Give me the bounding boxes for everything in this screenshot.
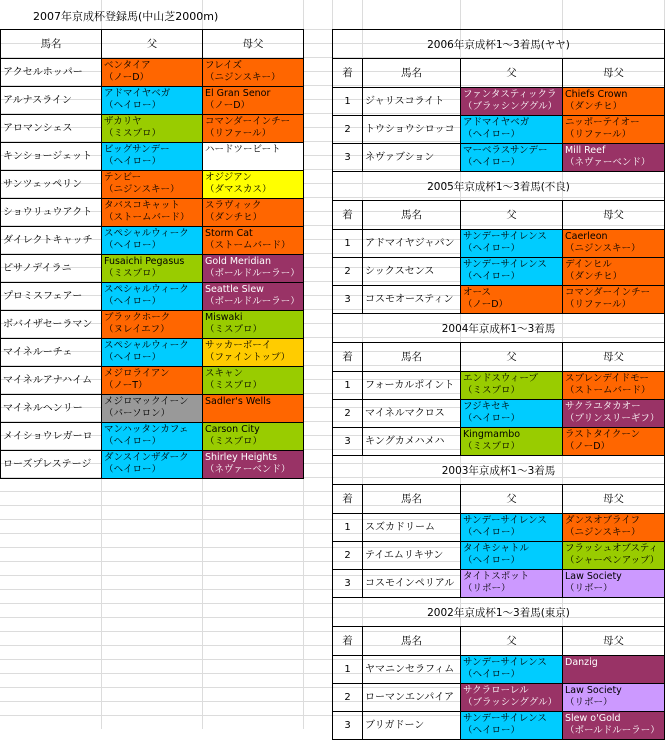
damsire-cell-line: ダンスオブライフ	[565, 515, 640, 526]
damsire-cell	[202, 226, 304, 255]
horse-name: ジャリスコライト	[362, 87, 461, 116]
sire-cell-line: （ヘイロー）	[463, 271, 521, 282]
sire-cell-line: ブラックホーク	[104, 312, 171, 323]
damsire-cell	[202, 338, 304, 367]
section-title: 2004年京成杯1～3着馬	[332, 313, 665, 343]
results-header-sire: 父	[460, 626, 563, 656]
sire-cell-line: （リボー）	[463, 583, 511, 594]
sire-cell	[460, 427, 563, 456]
damsire-cell-line: （ファイントップ）	[205, 352, 291, 363]
damsire-cell-line: コマンダーインチー	[205, 116, 291, 127]
damsire-cell	[562, 711, 665, 740]
damsire-cell-line: （ニジンスキー）	[565, 243, 641, 254]
horse-name: アクセルホッパー	[0, 58, 102, 87]
damsire-cell-line: （リボー）	[565, 697, 613, 708]
sire-cell-line: （ノーT）	[104, 380, 148, 391]
horse-name: コスモオースティン	[362, 285, 461, 314]
sire-cell-line: （ヘイロー）	[463, 669, 521, 680]
damsire-cell-line: （ボールドルーラー）	[205, 268, 300, 279]
sire-cell-line: Fusaichi Pegasus	[104, 256, 185, 267]
damsire-cell-line: （ダンチヒ）	[565, 101, 623, 112]
damsire-cell-line: （ニジンスキー）	[565, 527, 641, 538]
damsire-cell	[202, 170, 304, 199]
damsire-cell-line: （プリンスリーギフ）	[565, 413, 660, 424]
sire-cell-line: （ブラッシンググル）	[463, 101, 558, 112]
finish-rank: 1	[332, 513, 363, 542]
sire-cell-line: （ヘイロー）	[104, 352, 162, 363]
sire-cell	[101, 450, 203, 479]
sire-cell	[460, 229, 563, 258]
results-header-damsire: 母父	[562, 58, 665, 88]
damsire-cell-line: （ミスプロ）	[205, 324, 263, 335]
sire-cell-line: （ストームバード）	[104, 212, 190, 223]
sire-cell-line: タバスコキャット	[104, 200, 180, 211]
sire-cell-line: マーベラスサンデー	[463, 145, 548, 156]
finish-rank: 2	[332, 115, 363, 144]
sire-cell	[101, 86, 203, 115]
results-header-sire: 父	[460, 484, 563, 514]
damsire-cell	[202, 394, 304, 423]
section-title: 2002年京成杯1～3着馬(東京)	[332, 597, 665, 627]
results-header-rank: 着	[332, 342, 363, 372]
damsire-cell	[202, 114, 304, 143]
damsire-cell-line: （シャーペンアップ）	[565, 555, 660, 566]
damsire-cell	[202, 254, 304, 283]
damsire-cell-line: デインヒル	[565, 259, 612, 270]
results-header-sire: 父	[460, 200, 563, 230]
damsire-cell	[562, 683, 665, 712]
results-header-name: 馬名	[362, 58, 461, 88]
sire-cell	[460, 371, 563, 400]
horse-name: アドマイヤジャパン	[362, 229, 461, 258]
sire-cell-line: ビッグサンデー	[104, 144, 170, 155]
sire-cell	[460, 683, 563, 712]
damsire-cell	[202, 198, 304, 227]
horse-name: サンツェッペリン	[0, 170, 102, 199]
damsire-cell-line: Law Society	[565, 571, 622, 582]
damsire-cell	[562, 569, 665, 598]
sire-cell	[460, 569, 563, 598]
sire-cell-line: サクラローレル	[463, 685, 529, 696]
sire-cell-line: サンデーサイレンス	[463, 657, 547, 668]
damsire-cell-line: スラヴィック	[205, 200, 262, 211]
damsire-cell	[202, 366, 304, 395]
damsire-cell	[562, 87, 665, 116]
sire-cell	[460, 399, 563, 428]
sire-cell-line: （ヘイロー）	[463, 413, 521, 424]
damsire-cell-line: （ダマスカス）	[205, 184, 272, 195]
results-header-name: 馬名	[362, 484, 461, 514]
damsire-cell-line: （ストームバード）	[205, 240, 291, 251]
damsire-cell	[562, 257, 665, 286]
damsire-cell-line: （ボールドルーラー）	[565, 725, 660, 736]
sire-cell	[460, 513, 563, 542]
sire-cell-line: （ヘイロー）	[104, 100, 162, 111]
sire-cell-line: （ヘイロー）	[463, 243, 521, 254]
finish-rank: 2	[332, 683, 363, 712]
results-header-damsire: 母父	[562, 342, 665, 372]
sire-cell-line: スペシャルウィーク	[104, 284, 189, 295]
sire-cell-line: （ノーD）	[104, 72, 150, 83]
sire-cell	[460, 655, 563, 684]
sire-cell-line: （ヘイロー）	[463, 157, 521, 168]
damsire-cell	[562, 541, 665, 570]
horse-name: フォーカルポイント	[362, 371, 461, 400]
damsire-cell-line: Miswaki	[205, 312, 243, 323]
sire-cell	[101, 422, 203, 451]
damsire-cell-line: Storm Cat	[205, 228, 253, 239]
horse-name: ネヴァブション	[362, 143, 461, 172]
horse-name: アルナスライン	[0, 86, 102, 115]
sire-cell-line: Kingmambo	[463, 429, 521, 440]
damsire-cell-line: Danzig	[565, 657, 598, 668]
sire-cell-line: （ヘイロー）	[463, 527, 521, 538]
sire-cell	[101, 338, 203, 367]
horse-name: コスモインペリアル	[362, 569, 461, 598]
damsire-cell-line: Carson City	[205, 424, 260, 435]
sire-cell	[101, 170, 203, 199]
damsire-cell-line: （リファール）	[565, 129, 632, 140]
sire-cell-line: （ヘイロー）	[463, 129, 521, 140]
sire-cell-line: （ヘイロー）	[104, 156, 162, 167]
finish-rank: 3	[332, 427, 363, 456]
damsire-cell-line: （ネヴァーベンド）	[565, 157, 651, 168]
damsire-cell-line: サッカーボーイ	[205, 340, 272, 351]
sire-cell-line: （ヘイロー）	[104, 436, 162, 447]
sire-cell-line: ダンスインザダーク	[104, 452, 189, 463]
sire-cell	[101, 366, 203, 395]
results-header-damsire: 母父	[562, 484, 665, 514]
damsire-cell-line: （ボールドルーラー）	[205, 296, 300, 307]
sire-cell-line: サンデーサイレンス	[463, 713, 547, 724]
sire-cell-line: （パーソロン）	[104, 408, 171, 419]
damsire-cell	[562, 399, 665, 428]
damsire-cell-line: スプレンデイドモー	[565, 373, 649, 384]
sire-cell-line: タイトスポット	[463, 571, 530, 582]
results-header-rank: 着	[332, 58, 363, 88]
results-header-rank: 着	[332, 484, 363, 514]
damsire-cell	[562, 115, 665, 144]
section-title: 2005年京成杯1～3着馬(不良)	[332, 171, 665, 201]
results-header-sire: 父	[460, 342, 563, 372]
results-header-rank: 着	[332, 626, 363, 656]
horse-name: スズカドリーム	[362, 513, 461, 542]
sire-cell-line: スペシャルウィーク	[104, 228, 189, 239]
horse-name: ピサノデイラニ	[0, 254, 102, 283]
sire-cell-line: ファンタスティックラ	[463, 89, 557, 100]
damsire-cell-line: （ダンチヒ）	[565, 271, 623, 282]
horse-name: マイネルーチェ	[0, 338, 102, 367]
damsire-cell-line: Gold Meridian	[205, 256, 271, 267]
sire-cell-line: オース	[463, 287, 492, 298]
damsire-cell	[562, 229, 665, 258]
sire-cell-line: ベンタイア	[104, 60, 151, 71]
sire-cell-line: アドマイヤベガ	[104, 88, 171, 99]
damsire-cell-line: サクラユタカオー	[565, 401, 641, 412]
finish-rank: 1	[332, 229, 363, 258]
damsire-cell	[562, 371, 665, 400]
damsire-cell-line: Shirley Heights	[205, 452, 278, 463]
horse-name: ボバイザセーラマン	[0, 310, 102, 339]
damsire-cell	[202, 142, 304, 171]
horse-name: シックスセンス	[362, 257, 461, 286]
damsire-cell-line: （リファール）	[205, 128, 272, 139]
sire-cell-line: （ミスプロ）	[104, 128, 162, 139]
sire-cell-line: スペシャルウィーク	[104, 340, 189, 351]
horse-name: アロマンシェス	[0, 114, 102, 143]
damsire-cell-line: Slew o'Gold	[565, 713, 621, 724]
damsire-cell	[562, 427, 665, 456]
sire-cell-line: （ミスプロ）	[104, 268, 162, 279]
finish-rank: 2	[332, 541, 363, 570]
damsire-cell	[562, 285, 665, 314]
damsire-cell-line: ハードツービート	[205, 144, 281, 155]
sire-cell	[101, 58, 203, 87]
sire-cell-line: サンデーサイレンス	[463, 515, 547, 526]
damsire-cell-line: （ミスプロ）	[205, 380, 263, 391]
damsire-cell-line: コマンダーインチー	[565, 287, 651, 298]
damsire-cell	[562, 655, 665, 684]
horse-name: マイネルアナハイム	[0, 366, 102, 395]
horse-name: キングカメハメハ	[362, 427, 461, 456]
damsire-cell-line: （ニジンスキー）	[205, 72, 281, 83]
damsire-cell-line: （ストームバード）	[565, 385, 651, 396]
damsire-cell-line: ラストタイクーン	[565, 429, 641, 440]
horse-name: ダイレクトキャッチ	[0, 226, 102, 255]
damsire-cell	[202, 310, 304, 339]
damsire-cell-line: （リボー）	[565, 583, 613, 594]
finish-rank: 3	[332, 285, 363, 314]
sire-cell	[460, 143, 563, 172]
sire-cell-line: （ヌレイエフ）	[104, 324, 170, 335]
sire-cell-line: タイキシャトル	[463, 543, 530, 554]
horse-name: キンショージェット	[0, 142, 102, 171]
finish-rank: 1	[332, 371, 363, 400]
sire-cell	[460, 115, 563, 144]
damsire-cell-line: フラッシュオブスティ	[565, 543, 659, 554]
damsire-cell-line: オジジアン	[205, 172, 252, 183]
sire-cell-line: サンデーサイレンス	[463, 259, 547, 270]
sire-cell-line: ザカリヤ	[104, 116, 142, 127]
sire-cell-line: メジロマックイーン	[104, 396, 189, 407]
sire-cell-line: エンドスウィープ	[463, 373, 538, 384]
horse-name: トウショウシロッコ	[362, 115, 461, 144]
damsire-cell	[202, 282, 304, 311]
sire-cell-line: （ヘイロー）	[104, 296, 162, 307]
left-header-name: 馬名	[0, 29, 102, 59]
sire-cell-line: メジロライアン	[104, 368, 170, 379]
finish-rank: 2	[332, 257, 363, 286]
damsire-cell-line: Seattle Slew	[205, 284, 264, 295]
sire-cell	[101, 310, 203, 339]
sire-cell-line: （ミスプロ）	[463, 385, 521, 396]
sire-cell	[460, 87, 563, 116]
finish-rank: 3	[332, 143, 363, 172]
sire-cell-line: （ヘイロー）	[463, 725, 521, 736]
left-header-sire: 父	[101, 29, 203, 59]
sire-cell	[101, 254, 203, 283]
sire-cell	[101, 198, 203, 227]
finish-rank: 1	[332, 655, 363, 684]
finish-rank: 3	[332, 569, 363, 598]
damsire-cell	[562, 143, 665, 172]
damsire-cell-line: Sadler's Wells	[205, 396, 271, 407]
horse-name: ブリガドーン	[362, 711, 461, 740]
sire-cell-line: （ニジンスキー）	[104, 184, 180, 195]
damsire-cell-line: Chiefs Crown	[565, 89, 628, 100]
results-header-name: 馬名	[362, 342, 461, 372]
sire-cell-line: テンビー	[104, 172, 142, 183]
sire-cell	[101, 394, 203, 423]
damsire-cell-line: Law Society	[565, 685, 622, 696]
horse-name: ローズプレステージ	[0, 450, 102, 479]
sire-cell-line: （ヘイロー）	[463, 555, 521, 566]
damsire-cell-line: （ダンチヒ）	[205, 212, 263, 223]
damsire-cell-line: Caerleon	[565, 231, 608, 242]
sire-cell	[460, 285, 563, 314]
results-header-name: 馬名	[362, 200, 461, 230]
left-table-title: 2007年京成杯登録馬(中山芝2000m)	[33, 10, 219, 23]
sire-cell-line: （ヘイロー）	[104, 464, 162, 475]
horse-name: ヤマニンセラフィム	[362, 655, 461, 684]
sire-cell	[460, 257, 563, 286]
damsire-cell	[202, 450, 304, 479]
horse-name: マイネルマクロス	[362, 399, 461, 428]
horse-name: マイネルヘンリー	[0, 394, 102, 423]
damsire-cell-line: （ノーD）	[565, 441, 611, 452]
horse-name: メイショウレガーロ	[0, 422, 102, 451]
horse-name: プロミスフェアー	[0, 282, 102, 311]
horse-name: ローマンエンパイア	[362, 683, 461, 712]
sire-cell-line: マンハッタンカフェ	[104, 424, 189, 435]
sire-cell-line: アドマイヤベガ	[463, 117, 530, 128]
damsire-cell	[202, 422, 304, 451]
sire-cell	[101, 114, 203, 143]
results-header-damsire: 母父	[562, 626, 665, 656]
results-header-damsire: 母父	[562, 200, 665, 230]
damsire-cell	[202, 86, 304, 115]
horse-name: テイエムリキサン	[362, 541, 461, 570]
damsire-cell-line: Mill Reef	[565, 145, 606, 156]
sire-cell-line: （ノーD）	[463, 299, 509, 310]
damsire-cell-line: ニッポーテイオー	[565, 117, 640, 128]
damsire-cell-line: （ノーD）	[205, 100, 251, 111]
damsire-cell-line: （リファール）	[565, 299, 632, 310]
sire-cell	[101, 142, 203, 171]
sire-cell-line: （ブラッシンググル）	[463, 697, 558, 708]
sire-cell	[460, 541, 563, 570]
damsire-cell-line: El Gran Senor	[205, 88, 271, 99]
damsire-cell	[562, 513, 665, 542]
sire-cell	[101, 282, 203, 311]
sire-cell-line: （ヘイロー）	[104, 240, 162, 251]
damsire-cell-line: （ミスプロ）	[205, 436, 263, 447]
sire-cell	[460, 711, 563, 740]
horse-name: ショウリュウアクト	[0, 198, 102, 227]
finish-rank: 3	[332, 711, 363, 740]
sire-cell	[101, 226, 203, 255]
damsire-cell-line: （ネヴァーベンド）	[205, 464, 291, 475]
finish-rank: 1	[332, 87, 363, 116]
section-title: 2003年京成杯1～3着馬	[332, 455, 665, 485]
damsire-cell-line: フレイズ	[205, 60, 243, 71]
left-header-damsire: 母父	[202, 29, 304, 59]
damsire-cell	[202, 58, 304, 87]
results-header-sire: 父	[460, 58, 563, 88]
finish-rank: 2	[332, 399, 363, 428]
sire-cell-line: フジキセキ	[463, 401, 511, 412]
damsire-cell-line: スキャン	[205, 368, 244, 379]
results-header-name: 馬名	[362, 626, 461, 656]
results-header-rank: 着	[332, 200, 363, 230]
sire-cell-line: サンデーサイレンス	[463, 231, 547, 242]
sire-cell-line: （ミスプロ）	[463, 441, 521, 452]
section-title: 2006年京成杯1～3着馬(ヤヤ)	[332, 29, 665, 59]
